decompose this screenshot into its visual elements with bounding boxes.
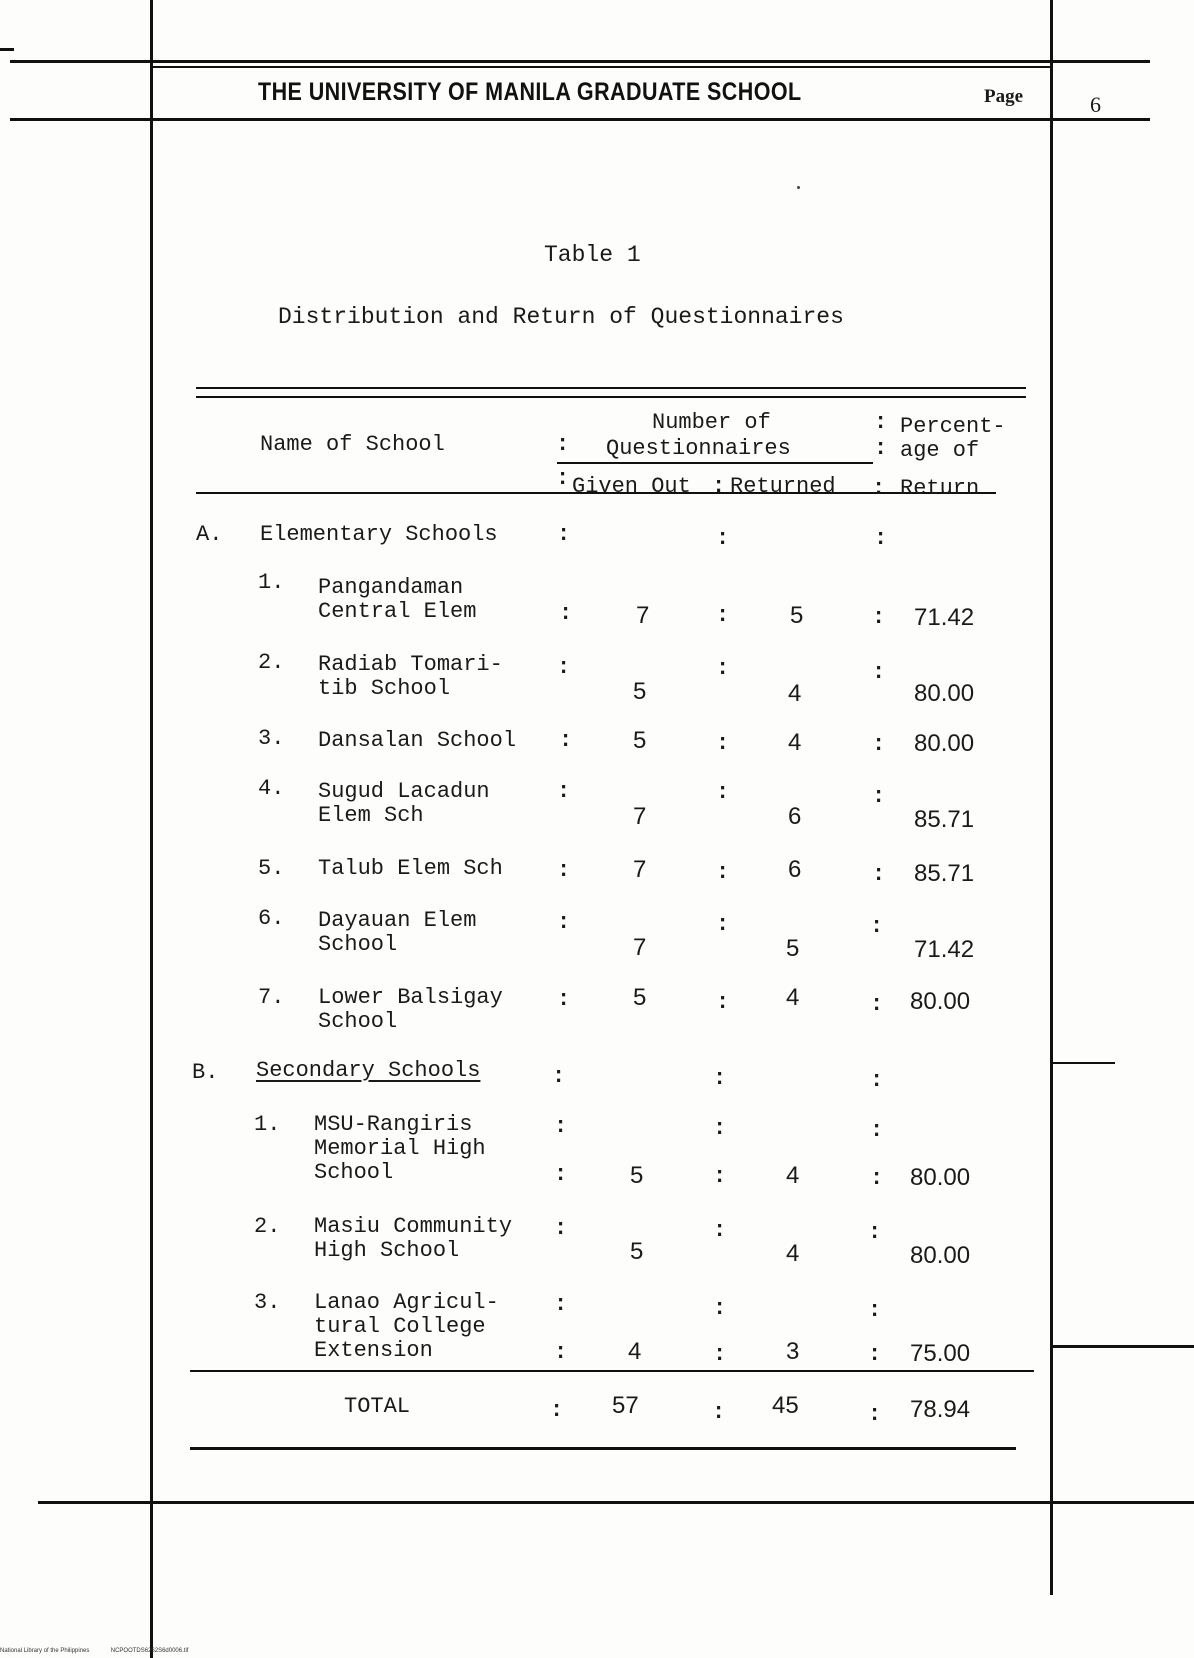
page-label: Page bbox=[984, 86, 1024, 107]
school-name-line1: Radiab Tomari- bbox=[318, 652, 503, 677]
returned-value: 4 bbox=[788, 729, 802, 756]
school-name-line2: High School bbox=[314, 1238, 460, 1263]
header-percent-2: age of bbox=[900, 438, 980, 463]
colon: : bbox=[870, 914, 884, 939]
school-name-line1: Sugud Lacadun bbox=[318, 779, 490, 804]
school-name-line2: Memorial High bbox=[314, 1136, 486, 1161]
colon: : bbox=[556, 466, 570, 491]
right-tick-2 bbox=[1050, 1345, 1194, 1348]
speck bbox=[797, 186, 800, 189]
colon: : bbox=[716, 990, 730, 1015]
returned-value: 5 bbox=[786, 935, 800, 962]
header-percent-1: Percent- bbox=[900, 414, 1006, 439]
colon: : bbox=[557, 779, 571, 804]
school-name-line3: Extension bbox=[314, 1338, 433, 1363]
colon: : bbox=[870, 992, 884, 1017]
header-name-of-school: Name of School bbox=[260, 432, 445, 457]
colon: : bbox=[550, 1398, 564, 1423]
percentage-value: 85.71 bbox=[914, 806, 975, 833]
table-top-rule-1 bbox=[196, 387, 1026, 389]
right-margin-line bbox=[1050, 0, 1053, 1595]
colon: : bbox=[868, 1402, 882, 1427]
given-out-value: 7 bbox=[633, 856, 647, 883]
header-given-out: Given Out bbox=[572, 474, 691, 499]
percentage-value: 85.71 bbox=[914, 860, 975, 887]
given-out-value: 5 bbox=[630, 1162, 644, 1189]
colon: : bbox=[554, 1114, 568, 1139]
school-name-line2: tib School bbox=[318, 676, 451, 701]
header-underline bbox=[10, 118, 1150, 121]
colon: : bbox=[554, 1162, 568, 1187]
returned-value: 4 bbox=[786, 1240, 800, 1267]
school-name-line2: School bbox=[318, 1009, 398, 1034]
footer bbox=[0, 1648, 188, 1654]
table-number: Table 1 bbox=[544, 242, 641, 268]
section-a-letter: A. bbox=[196, 522, 223, 547]
colon: : bbox=[554, 1292, 568, 1317]
colon: : bbox=[870, 1118, 884, 1143]
colon: : bbox=[712, 474, 726, 499]
school-name-line1: Talub Elem Sch bbox=[318, 856, 503, 881]
colon: : bbox=[868, 1298, 882, 1323]
returned-value: 3 bbox=[786, 1338, 800, 1365]
colon: : bbox=[713, 1218, 727, 1243]
percentage-value: 71.42 bbox=[914, 604, 975, 631]
section-b-label: Secondary Schools bbox=[256, 1058, 481, 1083]
total-top-rule bbox=[190, 1370, 1034, 1372]
given-out-value: 7 bbox=[633, 934, 647, 961]
questionnaires-underline bbox=[557, 462, 873, 464]
colon: : bbox=[716, 860, 730, 885]
school-name-line1: Dansalan School bbox=[318, 728, 517, 753]
footer-library: National Library of the Philippines bbox=[0, 1648, 90, 1654]
colon: : bbox=[713, 1342, 727, 1367]
table-top-rule-2 bbox=[196, 396, 1026, 398]
row-number: 5. bbox=[258, 856, 285, 881]
right-tick-1 bbox=[1050, 1062, 1115, 1064]
row-number: 6. bbox=[258, 906, 285, 931]
colon: : bbox=[552, 1064, 566, 1089]
colon: : bbox=[712, 1400, 726, 1425]
colon: : bbox=[872, 605, 886, 630]
top-rule-1 bbox=[10, 60, 1150, 63]
colon: : bbox=[716, 912, 730, 937]
percentage-value: 80.00 bbox=[910, 1164, 971, 1191]
given-out-value: 5 bbox=[633, 727, 647, 754]
total-label: TOTAL bbox=[344, 1394, 411, 1419]
colon: : bbox=[716, 656, 730, 681]
table-title: Distribution and Return of Questionnaires bbox=[278, 304, 844, 330]
colon: : bbox=[557, 858, 571, 883]
header-percent-3: Return bbox=[900, 476, 980, 501]
colon: : bbox=[716, 731, 730, 756]
colon: : bbox=[872, 660, 886, 685]
row-number: 2. bbox=[258, 650, 285, 675]
percentage-value: 80.00 bbox=[910, 1242, 971, 1269]
school-name-line1: MSU-Rangiris bbox=[314, 1112, 473, 1137]
colon: : bbox=[559, 728, 573, 753]
school-name-line1: Dayauan Elem bbox=[318, 908, 477, 933]
colon: : bbox=[713, 1116, 727, 1141]
colon: : bbox=[868, 1220, 882, 1245]
total-given: 57 bbox=[612, 1392, 639, 1419]
section-b-letter: B. bbox=[192, 1060, 219, 1085]
colon: : bbox=[716, 780, 730, 805]
school-name-line2: tural College bbox=[314, 1314, 486, 1339]
colon: : bbox=[713, 1066, 727, 1091]
school-name-line1: Masiu Community bbox=[314, 1214, 513, 1239]
row-number: 1. bbox=[254, 1112, 281, 1137]
colon: : bbox=[870, 1068, 884, 1093]
given-out-value: 5 bbox=[633, 678, 647, 705]
given-out-value: 4 bbox=[628, 1338, 642, 1365]
colon: : bbox=[872, 784, 886, 809]
header-questionnaires: Questionnaires bbox=[606, 436, 791, 461]
header-returned: Returned bbox=[730, 474, 836, 499]
given-out-value: 5 bbox=[630, 1238, 644, 1265]
percentage-value: 80.00 bbox=[910, 988, 971, 1015]
colon: : bbox=[557, 655, 571, 680]
colon: : bbox=[872, 476, 886, 501]
total-bottom-rule bbox=[190, 1447, 1016, 1450]
left-margin-line bbox=[150, 0, 153, 1658]
colon: : bbox=[872, 862, 886, 887]
school-name-line1: Lower Balsigay bbox=[318, 985, 503, 1010]
page-number: 6 bbox=[1090, 92, 1101, 117]
left-mark bbox=[0, 48, 14, 51]
colon: : bbox=[554, 1216, 568, 1241]
school-name-line1: Pangandaman bbox=[318, 575, 464, 600]
colon: : bbox=[716, 526, 730, 551]
returned-value: 4 bbox=[786, 984, 800, 1011]
given-out-value: 7 bbox=[636, 602, 650, 629]
given-out-value: 5 bbox=[633, 984, 647, 1011]
colon: : bbox=[713, 1296, 727, 1321]
total-percentage: 78.94 bbox=[910, 1396, 971, 1423]
top-rule-2 bbox=[150, 66, 1050, 68]
school-name-line2: School bbox=[318, 932, 398, 957]
row-number: 3. bbox=[258, 726, 285, 751]
institution-header: THE UNIVERSITY OF MANILA GRADUATE SCHOOL bbox=[258, 78, 802, 106]
colon: : bbox=[874, 410, 888, 435]
returned-value: 4 bbox=[788, 680, 802, 707]
footer-file-id: NCPOOTDS6262S6d0006.tif bbox=[110, 1648, 189, 1654]
colon: : bbox=[868, 1342, 882, 1367]
colon: : bbox=[713, 1164, 727, 1189]
colon: : bbox=[716, 603, 730, 628]
header-number-of: Number of bbox=[652, 410, 771, 435]
colon: : bbox=[557, 910, 571, 935]
row-number: 7. bbox=[258, 985, 285, 1010]
colon: : bbox=[874, 526, 888, 551]
returned-value: 5 bbox=[790, 602, 804, 629]
school-name-line2: Elem Sch bbox=[318, 803, 424, 828]
total-returned: 45 bbox=[772, 1392, 799, 1419]
returned-value: 6 bbox=[788, 856, 802, 883]
colon: : bbox=[874, 436, 888, 461]
colon: : bbox=[559, 601, 573, 626]
returned-value: 6 bbox=[788, 803, 802, 830]
given-out-value: 7 bbox=[633, 803, 647, 830]
bottom-rule bbox=[38, 1501, 1194, 1504]
percentage-value: 75.00 bbox=[910, 1340, 971, 1367]
colon: : bbox=[872, 732, 886, 757]
row-number: 4. bbox=[258, 776, 285, 801]
colon: : bbox=[870, 1166, 884, 1191]
school-name-line1: Lanao Agricul- bbox=[314, 1290, 499, 1315]
row-number: 2. bbox=[254, 1214, 281, 1239]
school-name-line2: Central Elem bbox=[318, 599, 477, 624]
row-number: 3. bbox=[254, 1290, 281, 1315]
row-number: 1. bbox=[258, 570, 285, 595]
school-name-line3: School bbox=[314, 1160, 394, 1185]
section-a-label: Elementary Schools bbox=[260, 522, 498, 547]
colon: : bbox=[554, 1340, 568, 1365]
colon: : bbox=[556, 432, 570, 457]
percentage-value: 80.00 bbox=[914, 730, 975, 757]
percentage-value: 80.00 bbox=[914, 680, 975, 707]
colon: : bbox=[557, 987, 571, 1012]
returned-value: 4 bbox=[786, 1162, 800, 1189]
colon: : bbox=[557, 522, 571, 547]
percentage-value: 71.42 bbox=[914, 936, 975, 963]
